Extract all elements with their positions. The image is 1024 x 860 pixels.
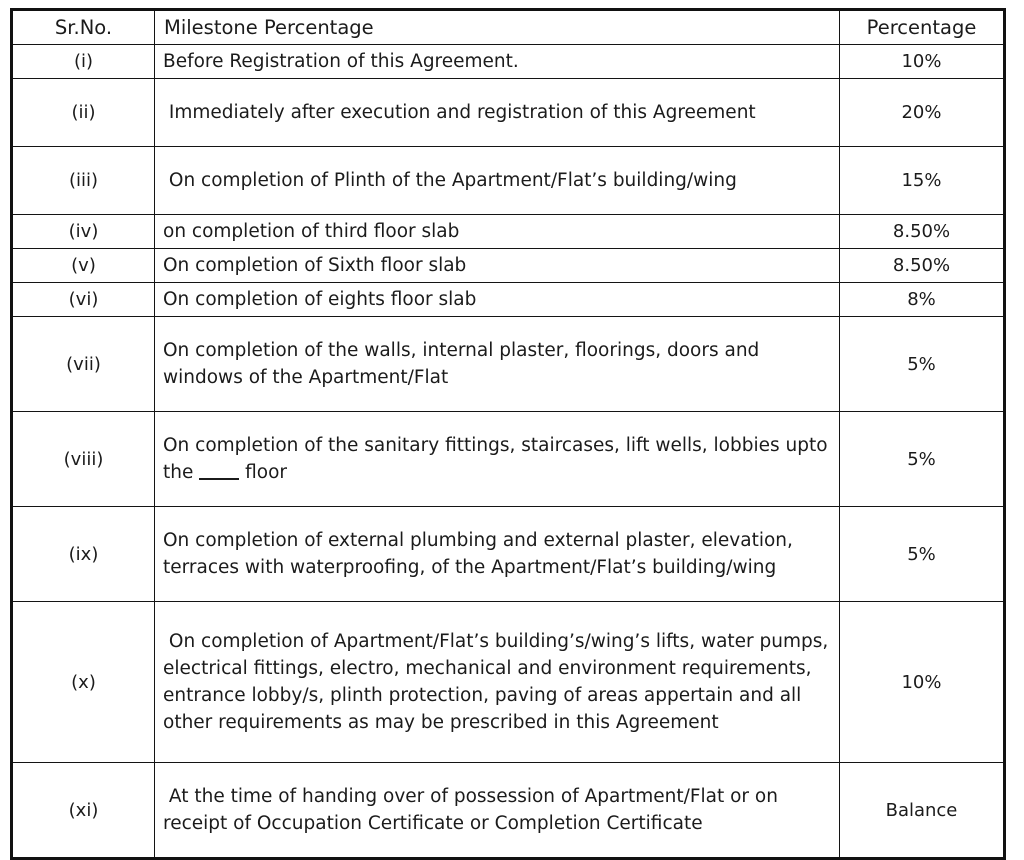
cell-percentage: 15% xyxy=(840,147,1005,215)
table-row xyxy=(12,249,1005,283)
table-row xyxy=(12,283,1005,317)
cell-milestone-description: Immediately after execution and registration of this Agreement xyxy=(155,79,840,147)
blank-fill-line xyxy=(199,478,239,480)
cell-percentage: 5% xyxy=(840,507,1005,602)
cell-milestone-description: On completion of Apartment/Flat’s building’s/wing’s lifts, water pumps, electrical fittings, electro, mechanical and environment requirements, entrance lobby/s, plinth protection, paving of areas appertain and all other requirements as may be prescribed in this Agreement xyxy=(155,602,840,763)
cell-percentage: 8.50% xyxy=(840,249,1005,283)
cell-percentage: 5% xyxy=(840,412,1005,507)
column-header-percentage: Percentage xyxy=(840,10,1005,45)
cell-milestone-description: On completion of Sixth floor slab xyxy=(155,249,840,283)
table-header xyxy=(12,10,1005,45)
table-row xyxy=(12,507,1005,602)
cell-percentage: Balance xyxy=(840,763,1005,859)
table-row xyxy=(12,147,1005,215)
cell-milestone-description: At the time of handing over of possession of Apartment/Flat or on receipt of Occupation Certificate or Completion Certificate xyxy=(155,763,840,859)
table-row xyxy=(12,763,1005,859)
column-header-milestone: Milestone Percentage xyxy=(155,10,840,45)
cell-percentage: 20% xyxy=(840,79,1005,147)
cell-sr-no: (i) xyxy=(12,45,155,79)
cell-percentage: 10% xyxy=(840,45,1005,79)
cell-percentage: 5% xyxy=(840,317,1005,412)
cell-percentage: 8% xyxy=(840,283,1005,317)
cell-sr-no: (xi) xyxy=(12,763,155,859)
table-row xyxy=(12,215,1005,249)
cell-sr-no: (ix) xyxy=(12,507,155,602)
cell-sr-no: (vii) xyxy=(12,317,155,412)
cell-milestone-description: On completion of Plinth of the Apartment/Flat’s building/wing xyxy=(155,147,840,215)
milestone-text-before-blank: On completion of the sanitary fittings, staircases, lift wells, lobbies upto the xyxy=(163,435,834,483)
milestone-percentage-table xyxy=(10,8,1006,860)
cell-milestone-description: Before Registration of this Agreement. xyxy=(155,45,840,79)
cell-percentage: 10% xyxy=(840,602,1005,763)
cell-milestone-description: on completion of third floor slab xyxy=(155,215,840,249)
milestone-table-container xyxy=(10,8,1006,860)
cell-sr-no: (vi) xyxy=(12,283,155,317)
milestone-text-after-blank: floor xyxy=(239,462,288,483)
table-row xyxy=(12,412,1005,507)
cell-sr-no: (x) xyxy=(12,602,155,763)
cell-sr-no: (viii) xyxy=(12,412,155,507)
cell-milestone-description: On completion of external plumbing and external plaster, elevation, terraces with waterproofing, of the Apartment/Flat’s building/wing xyxy=(155,507,840,602)
cell-sr-no: (v) xyxy=(12,249,155,283)
table-header-row xyxy=(12,10,1005,45)
cell-milestone-description xyxy=(155,412,840,507)
cell-sr-no: (iv) xyxy=(12,215,155,249)
table-row xyxy=(12,317,1005,412)
table-row xyxy=(12,602,1005,763)
cell-percentage: 8.50% xyxy=(840,215,1005,249)
cell-milestone-description: On completion of eights floor slab xyxy=(155,283,840,317)
table-row xyxy=(12,45,1005,79)
table-row xyxy=(12,79,1005,147)
table-body xyxy=(12,45,1005,859)
cell-sr-no: (ii) xyxy=(12,79,155,147)
column-header-sr-no: Sr.No. xyxy=(12,10,155,45)
cell-milestone-description: On completion of the walls, internal plaster, floorings, doors and windows of the Apartment/Flat xyxy=(155,317,840,412)
cell-sr-no: (iii) xyxy=(12,147,155,215)
